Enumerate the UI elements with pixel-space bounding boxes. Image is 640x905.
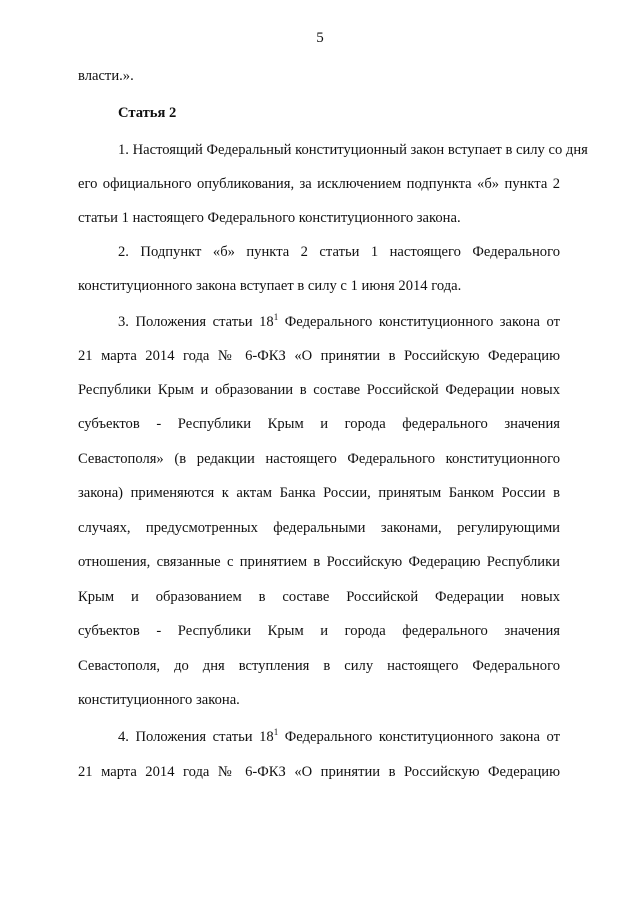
- text-line-15: отношения, связанные с принятием в Российскую Федерацию Республики: [78, 554, 560, 570]
- text-line-18: Севастополя, до дня вступления в силу настоящего Федерального: [78, 658, 560, 674]
- text-line-20: [118, 727, 560, 747]
- text-line-9: 21 марта 2014 года № 6-ФКЗ «О принятии в Российскую Федерацию: [78, 348, 560, 364]
- article-heading: Статья 2: [118, 105, 177, 121]
- text-line-6: 2. Подпункт «б» пункта 2 статьи 1 настоящего Федерального: [118, 244, 560, 260]
- text-line-11: субъектов - Республики Крым и города федерального значения: [78, 416, 560, 432]
- text-line-8-end: Федерального конституционного закона от: [278, 314, 560, 330]
- text-line-4: его официального опубликования, за исключением подпункта «б» пункта 2: [78, 176, 560, 192]
- text-line-8-start: 3. Положения статьи 18: [118, 314, 274, 330]
- text-line-20-end: Федерального конституционного закона от: [278, 729, 560, 745]
- page-number: 5: [316, 30, 324, 46]
- text-line-1: власти.».: [78, 68, 134, 84]
- text-line-10: Республики Крым и образовании в составе Российской Федерации новых: [78, 382, 560, 398]
- text-line-7: конституционного закона вступает в силу с 1 июня 2014 года.: [78, 278, 462, 294]
- text-line-14: случаях, предусмотренных федеральными законами, регулирующими: [78, 520, 560, 536]
- text-line-3: 1. Настоящий Федеральный конституционный закон вступает в силу со дня: [118, 142, 588, 158]
- text-line-8: [118, 312, 560, 332]
- text-line-17: субъектов - Республики Крым и города федерального значения: [78, 623, 560, 639]
- text-line-5: статьи 1 настоящего Федерального конституционного закона.: [78, 210, 461, 226]
- superscript-2: 1: [273, 727, 279, 738]
- text-line-20-start: 4. Положения статьи 18: [118, 729, 274, 745]
- text-line-19: конституционного закона.: [78, 692, 240, 708]
- text-line-12: Севастополя» (в редакции настоящего Федерального конституционного: [78, 451, 560, 467]
- text-line-21: 21 марта 2014 года № 6-ФКЗ «О принятии в Российскую Федерацию: [78, 764, 560, 780]
- superscript-1: 1: [273, 312, 279, 323]
- text-line-13: закона) применяются к актам Банка России, принятым Банком России в: [78, 485, 560, 501]
- text-line-16: Крым и образованием в составе Российской Федерации новых: [78, 589, 560, 605]
